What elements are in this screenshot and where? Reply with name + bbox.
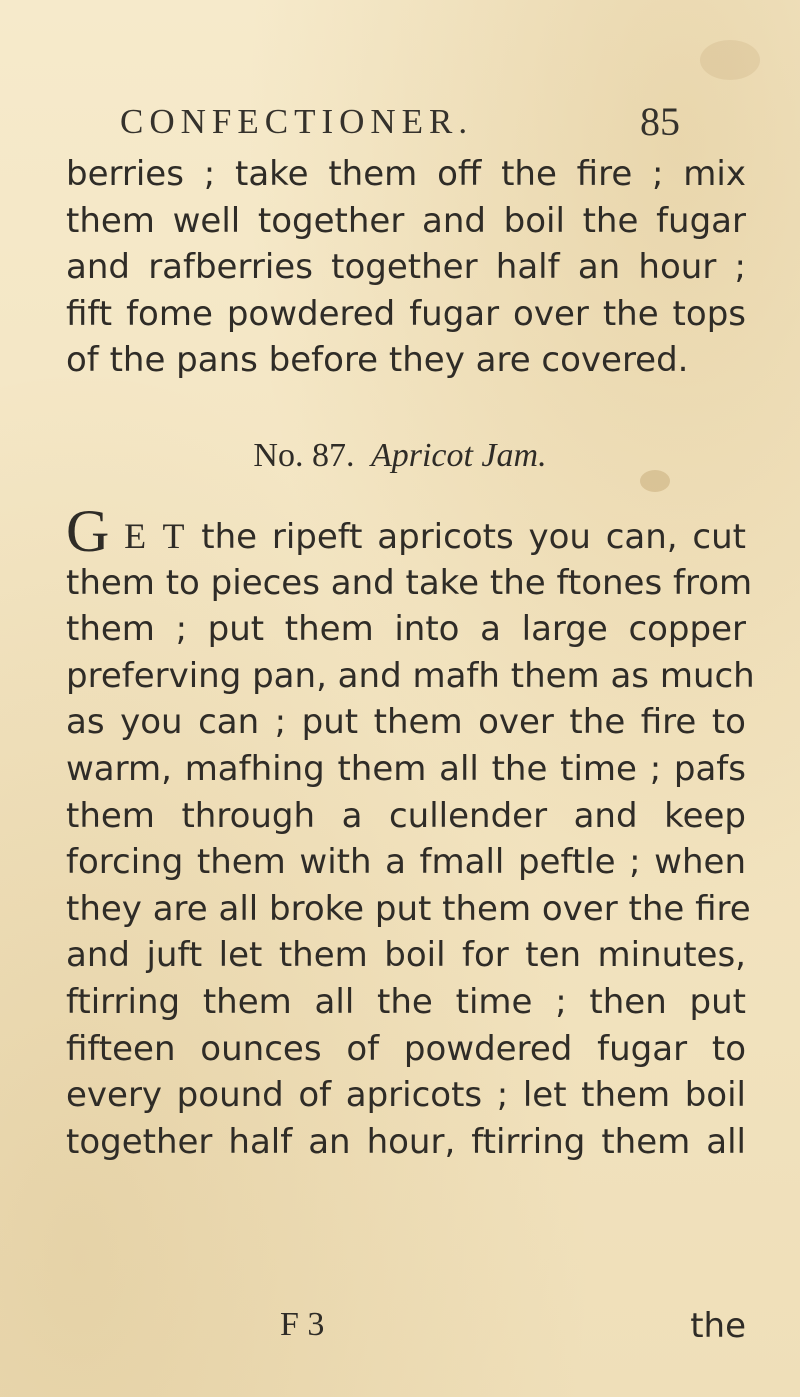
text-line: forcing them with a fmall peftle ; when bbox=[66, 842, 746, 883]
recipe-number: No. 87. bbox=[253, 437, 355, 474]
recipe-first-line bbox=[66, 498, 746, 564]
text-line: preferving pan, and mafh them as much bbox=[66, 655, 755, 696]
catchword: the bbox=[690, 1306, 746, 1346]
recipe-title: Apricot Jam. bbox=[370, 437, 547, 474]
continued-paragraph bbox=[66, 151, 746, 384]
paper-stain bbox=[700, 40, 760, 80]
text-line: them ; put them into a large copper bbox=[66, 609, 746, 650]
page-footer bbox=[66, 1306, 746, 1352]
text-line: of the pans before they are covered. bbox=[66, 340, 689, 381]
text-line: warm, mafhing them all the time ; pafs bbox=[66, 748, 746, 789]
text-line: as you can ; put them over the fire to bbox=[66, 702, 746, 743]
opening-caps: E T bbox=[124, 516, 187, 556]
text-line: every pound of apricots ; let them boil bbox=[66, 1075, 746, 1116]
first-line-text: the ripeft apricots you can, cut bbox=[201, 517, 746, 557]
text-line: ftirring them all the time ; then put bbox=[66, 981, 746, 1022]
text-line: and juft let them boil for ten minutes, bbox=[66, 935, 746, 976]
text-line: and rafberries together half an hour ; bbox=[66, 247, 746, 288]
signature-mark: F 3 bbox=[280, 1306, 325, 1343]
text-line: them through a cullender and keep bbox=[66, 795, 746, 836]
text-line: together half an hour, ftirring them all bbox=[66, 1121, 746, 1162]
running-head bbox=[120, 99, 680, 152]
page-number: 85 bbox=[640, 99, 680, 144]
running-title: CONFECTIONER. bbox=[120, 102, 474, 141]
drop-cap: G bbox=[66, 498, 110, 564]
recipe-heading bbox=[0, 437, 800, 475]
text-line: fift fome powdered fugar over the tops bbox=[66, 293, 746, 334]
recipe-body bbox=[66, 498, 755, 1165]
text-line: fifteen ounces of powdered fugar to bbox=[66, 1028, 746, 1069]
text-line: berries ; take them off the fire ; mix bbox=[66, 154, 746, 194]
text-line: they are all broke put them over the fire bbox=[66, 888, 751, 929]
text-line: them to pieces and take the ftones from bbox=[66, 562, 753, 603]
text-line: them well together and boil the fugar bbox=[66, 200, 746, 241]
